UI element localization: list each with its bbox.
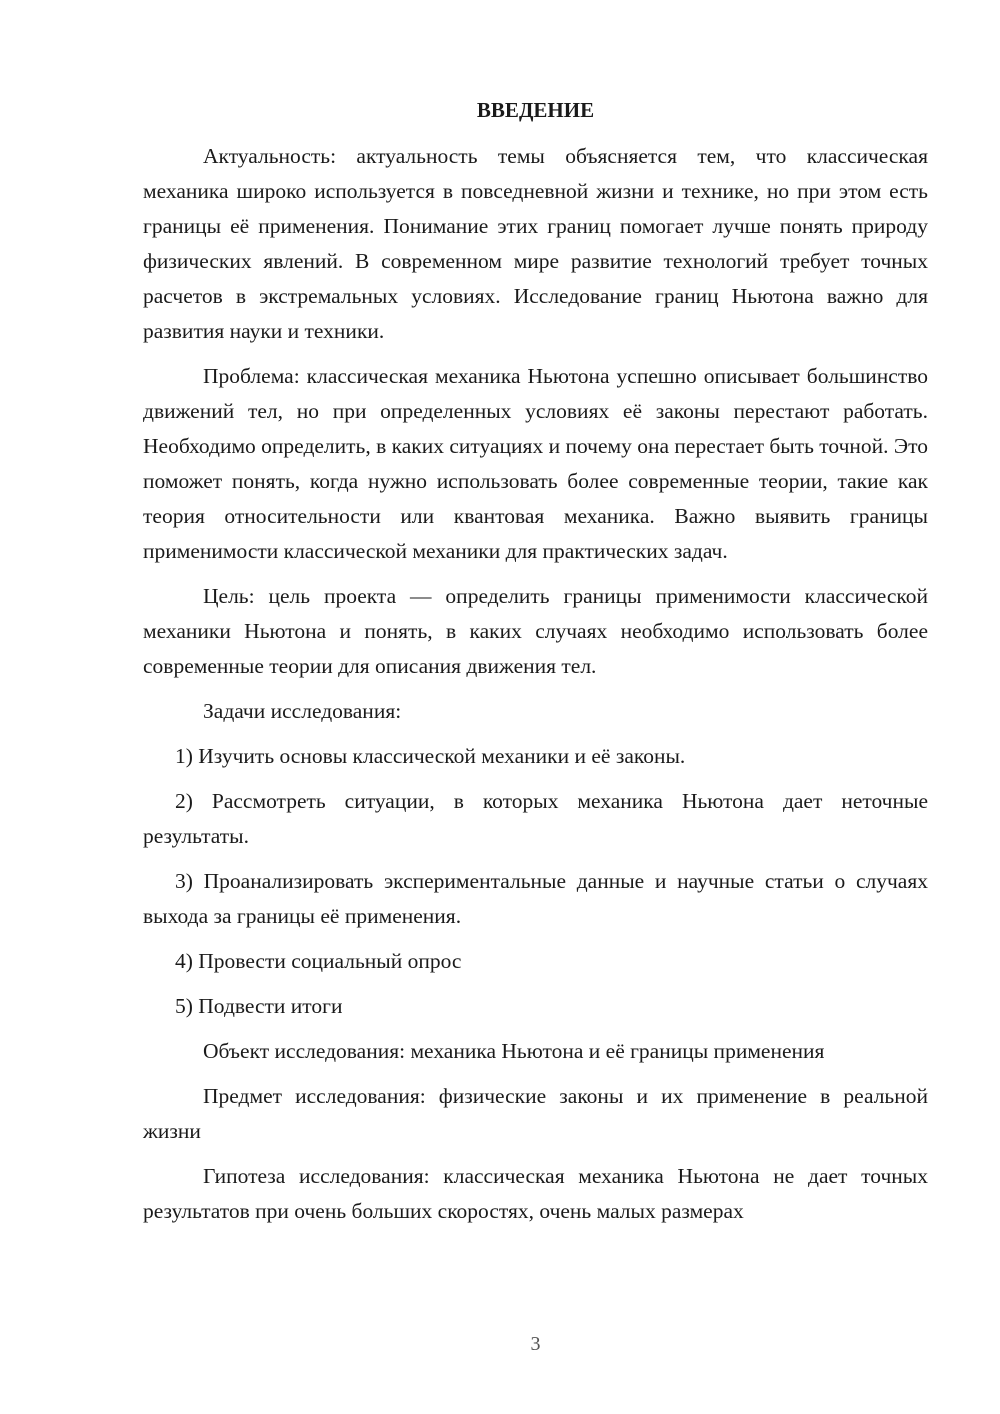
paragraph-tasks-heading: Задачи исследования: xyxy=(203,699,402,723)
section-title: ВВЕДЕНИЕ xyxy=(476,98,595,122)
paragraph-goal: Цель: цель проекта — определить границы применимости классической механики Ньютона и понять, в каких случаях необходимо использовать более современные теории для описания движения тел. xyxy=(143,584,928,678)
paragraph-subject: Предмет исследования: физические законы и их применение в реальной жизни xyxy=(143,1084,928,1143)
document-page xyxy=(143,95,928,1239)
paragraph-relevance: Актуальность: актуальность темы объясняется тем, что классическая механика широко используется в повседневной жизни и технике, но при этом есть границы её применения. Понимание этих границ помогает лучше понять природу физических явлений. В современном мире развитие технологий требует точных расчетов в экстремальных условиях. Исследование границ Ньютона важно для развития науки и техники. xyxy=(143,144,928,343)
task-item: 3) Проанализировать экспериментальные данные и научные статьи о случаях выхода за границы её применения. xyxy=(143,869,928,928)
paragraph-hypothesis: Гипотеза исследования: классическая механика Ньютона не дает точных результатов при очень больших скоростях, очень малых размерах xyxy=(143,1164,928,1223)
page-number: 3 xyxy=(530,1333,541,1355)
task-item: 5) Подвести итоги xyxy=(175,994,343,1018)
paragraph-problem: Проблема: классическая механика Ньютона успешно описывает большинство движений тел, но при определенных условиях её законы перестают работать. Необходимо определить, в каких ситуациях и почему она перестает быть точной. Это поможет понять, когда нужно использовать более современные теории, такие как теория относительности или квантовая механика. Важно выявить границы применимости классической механики для практических задач. xyxy=(143,364,928,563)
task-item: 2) Рассмотреть ситуации, в которых механика Ньютона дает неточные результаты. xyxy=(143,789,928,848)
paragraph-object: Объект исследования: механика Ньютона и её границы применения xyxy=(203,1039,825,1063)
task-item: 4) Провести социальный опрос xyxy=(175,949,462,973)
task-item: 1) Изучить основы классической механики и её законы. xyxy=(175,744,686,768)
